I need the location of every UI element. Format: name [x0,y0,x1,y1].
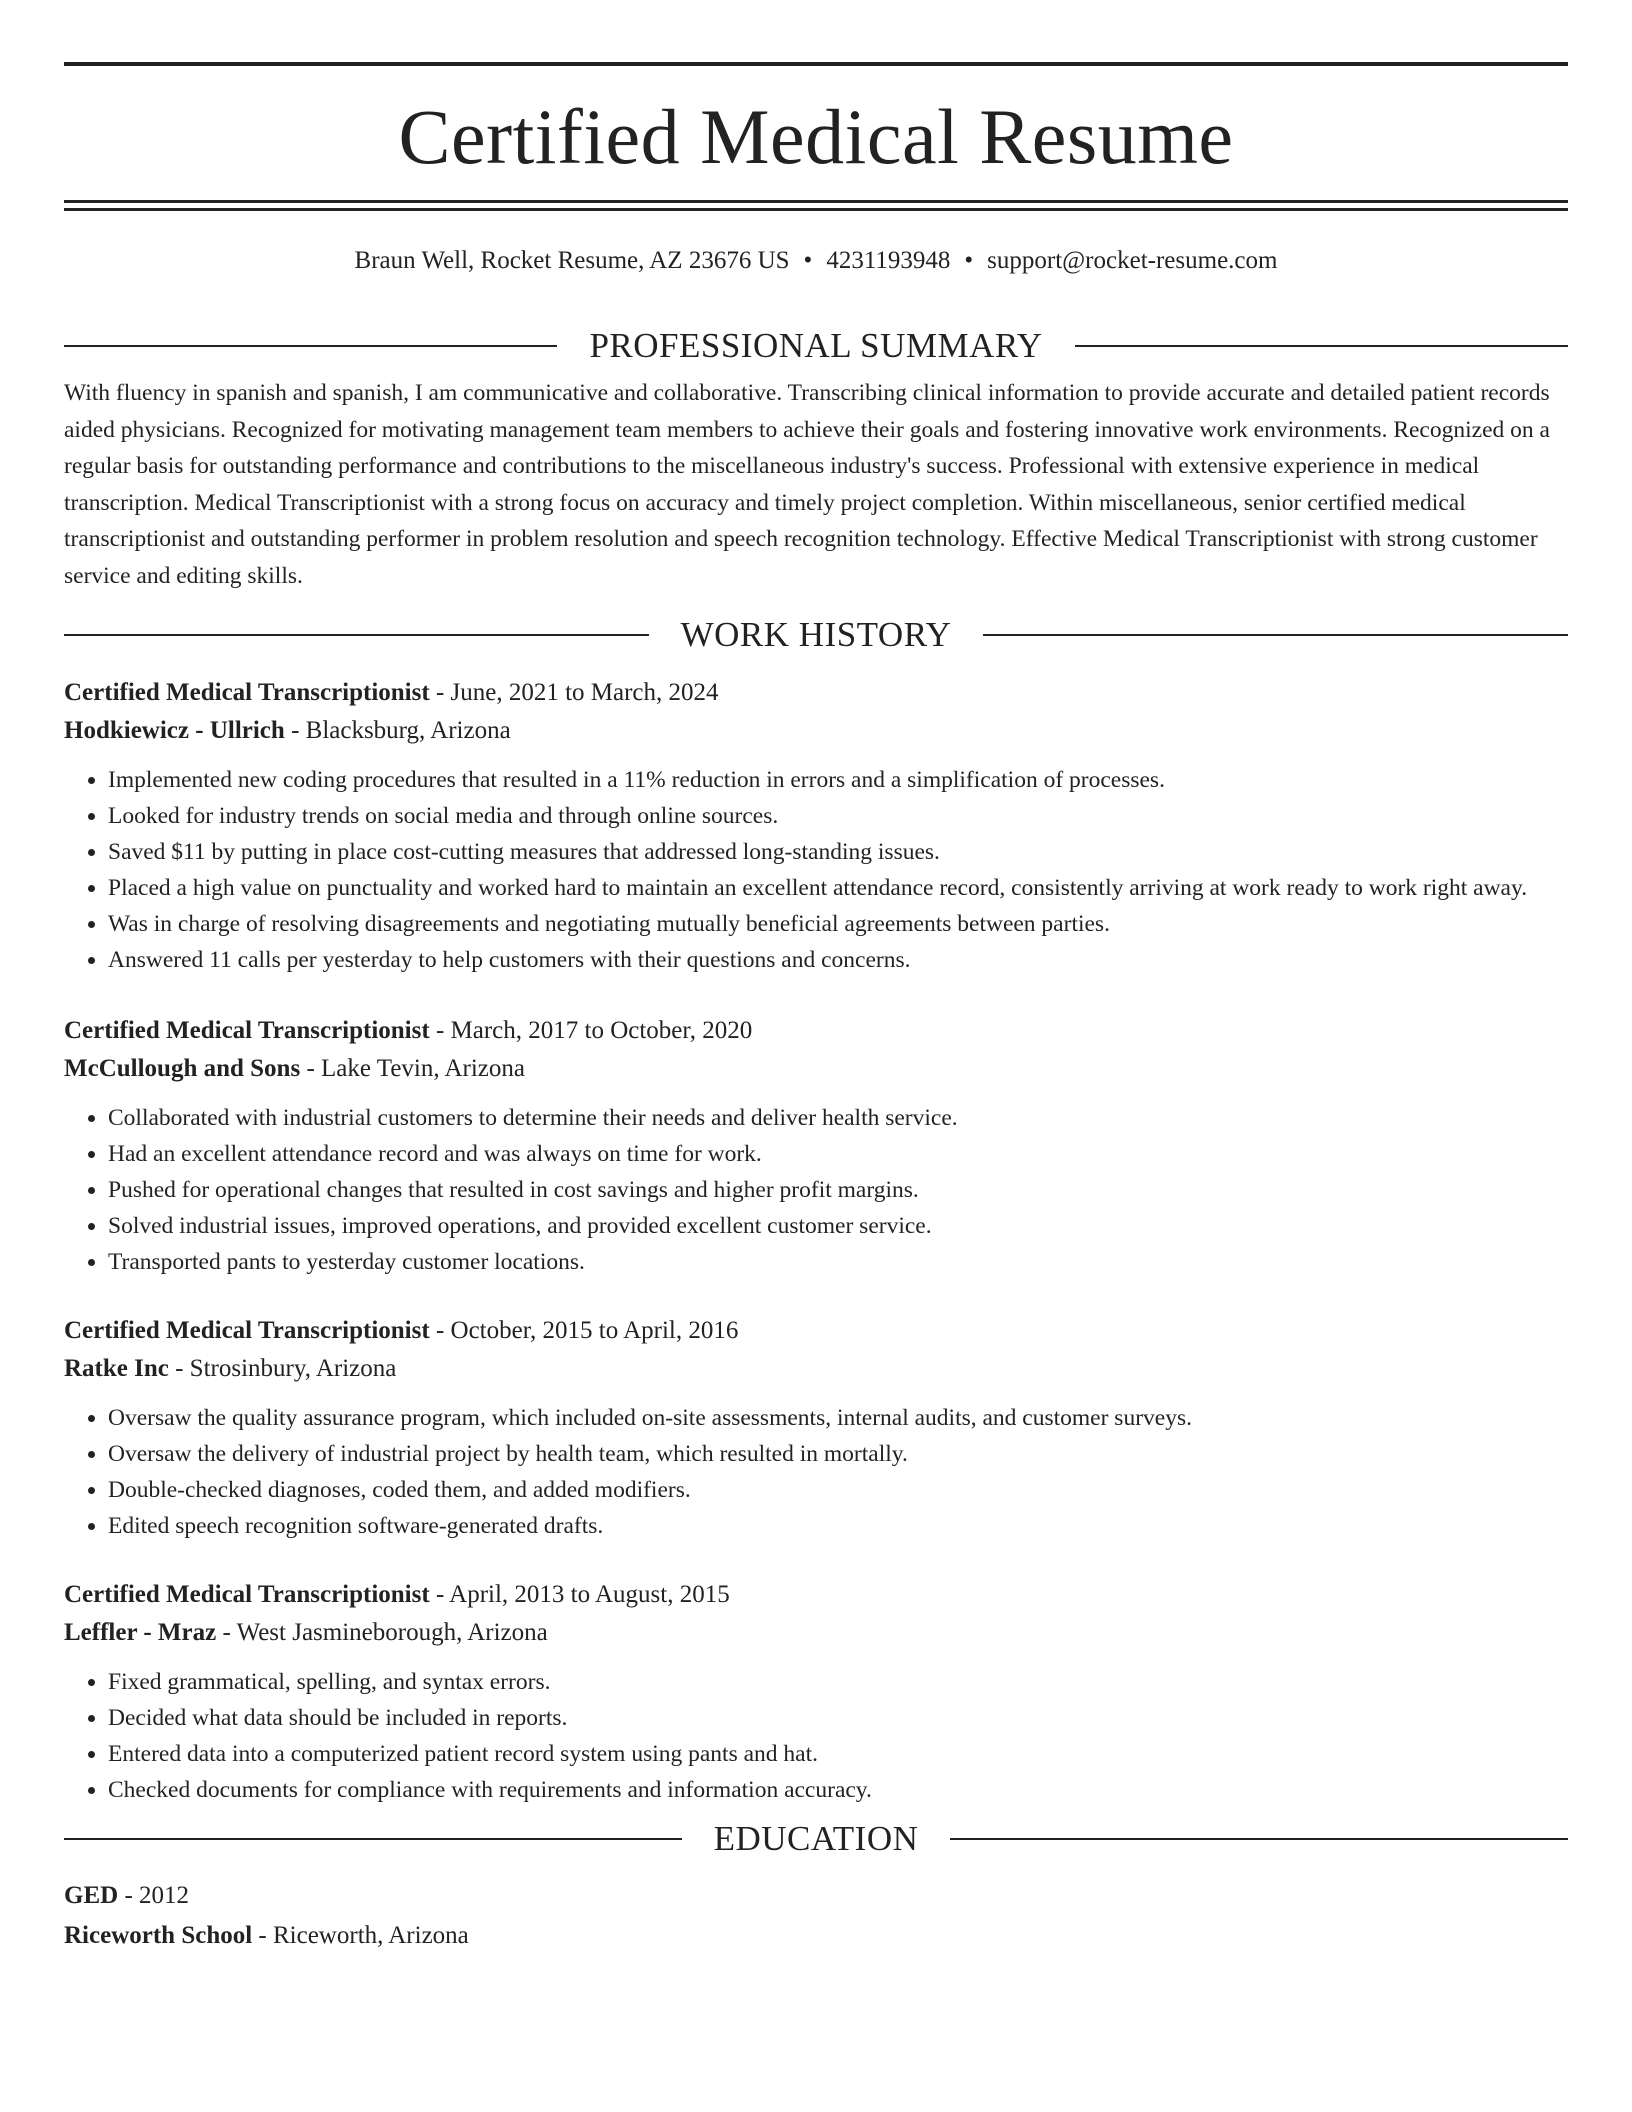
heading-rule [983,634,1568,636]
job-company-line [64,1350,1568,1388]
job-company-line [64,1050,1568,1088]
list-item: • Checked documents for compliance with requirements and information accuracy. [108,1772,1568,1808]
contact-separator: • [964,247,974,274]
job-location: - Lake Tevin, Arizona [300,1055,525,1082]
list-item: • Pushed for operational changes that resulted in cost savings and higher profit margins. [108,1172,1568,1208]
list-item: • Collaborated with industrial customers to determine their needs and deliver health service. [108,1100,1568,1136]
contact-email: support@rocket-resume.com [987,247,1278,274]
job-entry [64,1576,1568,1808]
work-history-heading [64,612,1568,658]
list-item: • Placed a high value on punctuality and worked hard to maintain an excellent attendance record, consistently arriving at work ready to work right away. [108,870,1568,906]
list-item: • Saved $11 by putting in place cost-cutting measures that addressed long-standing issues. [108,834,1568,870]
contact-line [64,241,1568,281]
education-degree-line [64,1876,1568,1916]
list-item: • Edited speech recognition software-generated drafts. [108,1508,1568,1544]
education-heading-label: EDUCATION [713,1819,919,1858]
heading-rule [1075,345,1568,347]
education-school-line [64,1916,1568,1956]
list-item: • Solved industrial issues, improved operations, and provided excellent customer service. [108,1208,1568,1244]
education-heading [64,1816,1568,1862]
job-dates: - March, 2017 to October, 2020 [429,1017,753,1044]
list-item: • Decided what data should be included in reports. [108,1700,1568,1736]
job-bullets [64,1100,1568,1280]
summary-heading [64,323,1568,369]
job-company: McCullough and Sons [64,1055,301,1082]
list-item: • Was in charge of resolving disagreements and negotiating mutually beneficial agreements between parties. [108,906,1568,942]
list-item: • Oversaw the quality assurance program, which included on-site assessments, internal audits, and customer surveys. [108,1400,1568,1436]
job-location: - West Jasmineborough, Arizona [216,1619,548,1646]
heading-rule [64,1838,682,1840]
heading-rule [64,634,649,636]
job-title: Certified Medical Transcriptionist [64,679,430,706]
job-bullets [64,762,1568,978]
job-bullets [64,1664,1568,1808]
job-location: - Blacksburg, Arizona [284,717,511,744]
list-item: • Implemented new coding procedures that resulted in a 11% reduction in errors and a simplification of processes. [108,762,1568,798]
summary-heading-label: PROFESSIONAL SUMMARY [589,326,1043,365]
contact-address: Braun Well, Rocket Resume, AZ 23676 US [354,247,790,274]
job-dates: - April, 2013 to August, 2015 [429,1581,730,1608]
heading-rule [950,1838,1568,1840]
job-company: Hodkiewicz - Ullrich [64,717,285,744]
job-bullets [64,1400,1568,1544]
title-double-rule [64,200,1568,211]
education-degree: GED [64,1882,119,1909]
job-title-line [64,1576,1568,1614]
list-item: • Entered data into a computerized patient record system using pants and hat. [108,1736,1568,1772]
job-company-line [64,712,1568,750]
top-rule [64,62,1568,66]
job-title: Certified Medical Transcriptionist [64,1017,430,1044]
job-company-line [64,1614,1568,1652]
list-item: • Fixed grammatical, spelling, and syntax errors. [108,1664,1568,1700]
list-item: • Had an excellent attendance record and was always on time for work. [108,1136,1568,1172]
job-dates: - October, 2015 to April, 2016 [429,1317,739,1344]
contact-separator: • [803,247,813,274]
list-item: • Oversaw the delivery of industrial project by health team, which resulted in mortally. [108,1436,1568,1472]
education-entry [64,1876,1568,1956]
job-dates: - June, 2021 to March, 2024 [429,679,719,706]
job-entry [64,1012,1568,1280]
job-location: - Strosinbury, Arizona [168,1355,397,1382]
list-item: • Double-checked diagnoses, coded them, and added modifiers. [108,1472,1568,1508]
job-title-line [64,674,1568,712]
job-company: Ratke Inc [64,1355,169,1382]
list-item: • Answered 11 calls per yesterday to help customers with their questions and concerns. [108,942,1568,978]
education-school: Riceworth School [64,1922,253,1949]
summary-text: With fluency in spanish and spanish, I am communicative and collaborative. Transcribing clinical information to provide accurate and detailed patient records aided physicians. Recognized for motivating management team members to achieve their goals and fostering innovative work environments. Recognized on a regular basis for outstanding performance and contributions to the miscellaneous industry's success. Professional with extensive experience in medical transcription. Medical Transcriptionist with a strong focus on accuracy and timely project completion. Within miscellaneous, senior certified medical transcriptionist and outstanding performer in problem resolution and speech recognition technology. Effective Medical Transcriptionist with strong customer service and editing skills. [64,380,1550,589]
education-location: - Riceworth, Arizona [252,1922,469,1949]
list-item: • Looked for industry trends on social media and through online sources. [108,798,1568,834]
work-history-heading-label: WORK HISTORY [680,615,952,654]
job-title: Certified Medical Transcriptionist [64,1581,430,1608]
job-entry [64,1312,1568,1544]
contact-phone: 4231193948 [826,247,951,274]
job-title-line [64,1312,1568,1350]
job-title: Certified Medical Transcriptionist [64,1317,430,1344]
heading-rule [64,345,557,347]
resume-title: Certified Medical Resume [398,93,1234,180]
job-company: Leffler - Mraz [64,1619,217,1646]
job-title-line [64,1012,1568,1050]
education-year: - 2012 [118,1882,190,1909]
job-entry [64,674,1568,978]
resume-page [64,0,1568,1956]
list-item: • Transported pants to yesterday customer locations. [108,1244,1568,1280]
